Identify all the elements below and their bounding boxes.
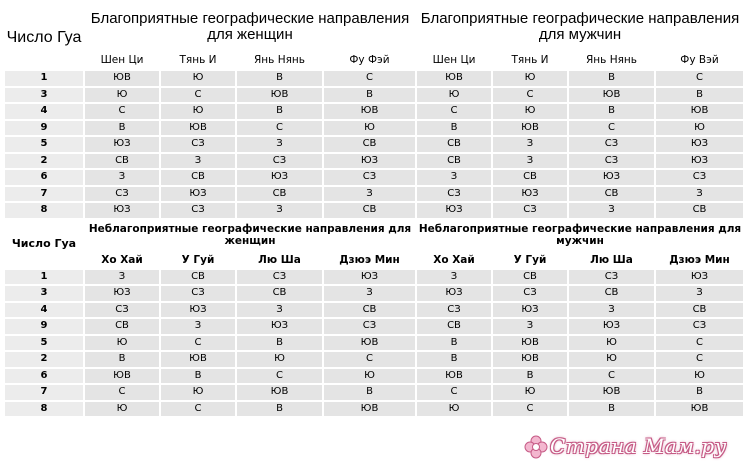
column-header: Хо Хай bbox=[417, 252, 491, 268]
direction-cell-women: Ю bbox=[85, 336, 159, 351]
direction-cell-women: С bbox=[324, 352, 415, 367]
column-header: У Гуй bbox=[161, 252, 235, 268]
table-row bbox=[5, 170, 743, 185]
direction-cell-women: В bbox=[237, 402, 322, 417]
table-row bbox=[5, 187, 743, 202]
direction-cell-women: СЗ bbox=[161, 286, 235, 301]
direction-cell-women: ЮЗ bbox=[237, 170, 322, 185]
direction-cell-women: СВ bbox=[324, 137, 415, 152]
direction-cell-men: ЮВ bbox=[417, 71, 491, 86]
direction-cell-women: СВ bbox=[85, 319, 159, 334]
direction-cell-women: ЮЗ bbox=[324, 270, 415, 285]
direction-cell-men: ЮВ bbox=[493, 336, 567, 351]
direction-cell-men: СЗ bbox=[569, 270, 654, 285]
direction-cell-men: СЗ bbox=[417, 187, 491, 202]
direction-cell-men: З bbox=[493, 154, 567, 169]
direction-cell-women: ЮЗ bbox=[85, 286, 159, 301]
direction-cell-men: С bbox=[656, 336, 743, 351]
direction-cell-women: В bbox=[324, 385, 415, 400]
direction-cell-men: С bbox=[656, 352, 743, 367]
direction-cell-women: С bbox=[161, 88, 235, 103]
direction-cell-women: Ю bbox=[161, 104, 235, 119]
direction-cell-men: ЮЗ bbox=[569, 170, 654, 185]
direction-cell-women: ЮЗ bbox=[324, 154, 415, 169]
gua-number-cell: 5 bbox=[5, 336, 83, 351]
direction-cell-men: СЗ bbox=[493, 286, 567, 301]
direction-cell-women: З bbox=[85, 270, 159, 285]
direction-cell-men: СВ bbox=[493, 270, 567, 285]
direction-cell-men: ЮВ bbox=[656, 104, 743, 119]
direction-cell-men: СВ bbox=[493, 170, 567, 185]
gua-number-cell: 3 bbox=[5, 286, 83, 301]
direction-cell-men: СЗ bbox=[656, 319, 743, 334]
direction-cell-women: ЮВ bbox=[85, 369, 159, 384]
direction-cell-women: ЮВ bbox=[324, 104, 415, 119]
direction-cell-women: СЗ bbox=[161, 203, 235, 218]
direction-cell-men: ЮЗ bbox=[417, 203, 491, 218]
direction-cell-men: С bbox=[569, 369, 654, 384]
direction-cell-women: З bbox=[324, 187, 415, 202]
direction-cell-men: Ю bbox=[493, 71, 567, 86]
direction-cell-women: ЮВ bbox=[324, 402, 415, 417]
direction-cell-men: ЮВ bbox=[417, 369, 491, 384]
table-row bbox=[5, 270, 743, 285]
direction-cell-women: В bbox=[324, 88, 415, 103]
stranamam-watermark bbox=[520, 432, 748, 460]
direction-cell-men: СВ bbox=[417, 154, 491, 169]
direction-cell-men: В bbox=[656, 385, 743, 400]
table-row bbox=[5, 88, 743, 103]
gua-number-cell: 3 bbox=[5, 88, 83, 103]
table-row bbox=[5, 369, 743, 384]
gua-number-cell: 7 bbox=[5, 385, 83, 400]
direction-cell-women: С bbox=[237, 121, 322, 136]
direction-cell-women: СВ bbox=[237, 286, 322, 301]
direction-cell-men: З bbox=[417, 170, 491, 185]
direction-cell-men: Ю bbox=[656, 369, 743, 384]
direction-cell-men: В bbox=[569, 104, 654, 119]
direction-cell-women: ЮВ bbox=[85, 71, 159, 86]
direction-cell-women: З bbox=[237, 303, 322, 318]
column-header: Хо Хай bbox=[85, 252, 159, 268]
direction-cell-men: ЮЗ bbox=[417, 286, 491, 301]
direction-cell-women: СВ bbox=[237, 187, 322, 202]
direction-cell-women: С bbox=[85, 385, 159, 400]
column-header: Тянь И bbox=[493, 51, 567, 69]
direction-cell-women: С bbox=[324, 71, 415, 86]
direction-cell-women: В bbox=[85, 352, 159, 367]
direction-cell-women: Ю bbox=[161, 71, 235, 86]
direction-cell-men: ЮЗ bbox=[656, 154, 743, 169]
direction-cell-men: Ю bbox=[493, 104, 567, 119]
gua-number-cell: 6 bbox=[5, 369, 83, 384]
direction-cell-women: ЮВ bbox=[237, 88, 322, 103]
direction-cell-men: СВ bbox=[417, 319, 491, 334]
direction-cell-women: З bbox=[85, 170, 159, 185]
direction-cell-women: В bbox=[237, 336, 322, 351]
column-header: Шен Ци bbox=[85, 51, 159, 69]
direction-cell-women: Ю bbox=[237, 352, 322, 367]
direction-cell-men: СВ bbox=[417, 137, 491, 152]
direction-cell-men: В bbox=[417, 352, 491, 367]
gua-number-cell: 4 bbox=[5, 303, 83, 318]
direction-cell-women: В bbox=[85, 121, 159, 136]
column-header: Лю Ша bbox=[569, 252, 654, 268]
direction-cell-men: З bbox=[493, 137, 567, 152]
direction-cell-women: СЗ bbox=[161, 137, 235, 152]
direction-cell-women: СЗ bbox=[85, 187, 159, 202]
direction-cell-women: СВ bbox=[324, 303, 415, 318]
direction-cell-women: СВ bbox=[161, 270, 235, 285]
direction-cell-men: ЮЗ bbox=[493, 303, 567, 318]
direction-cell-men: З bbox=[493, 319, 567, 334]
direction-cell-women: ЮЗ bbox=[237, 319, 322, 334]
table-row bbox=[5, 303, 743, 318]
table-row bbox=[5, 104, 743, 119]
direction-cell-women: З bbox=[237, 137, 322, 152]
direction-cell-women: СВ bbox=[324, 203, 415, 218]
direction-cell-men: С bbox=[417, 104, 491, 119]
table-row bbox=[5, 385, 743, 400]
direction-cell-men: ЮЗ bbox=[569, 319, 654, 334]
direction-cell-men: В bbox=[417, 336, 491, 351]
flower-logo-icon bbox=[524, 435, 548, 459]
direction-cell-men: СЗ bbox=[493, 203, 567, 218]
direction-cell-men: В bbox=[569, 402, 654, 417]
direction-cell-men: З bbox=[569, 203, 654, 218]
direction-cell-women: ЮЗ bbox=[161, 187, 235, 202]
direction-cell-men: В bbox=[656, 88, 743, 103]
direction-cell-women: Ю bbox=[324, 121, 415, 136]
column-header: Фу Фэй bbox=[324, 51, 415, 69]
direction-cell-women: СВ bbox=[85, 154, 159, 169]
direction-cell-men: ЮЗ bbox=[656, 137, 743, 152]
table-row bbox=[5, 286, 743, 301]
direction-cell-men: СЗ bbox=[417, 303, 491, 318]
gua-number-cell: 1 bbox=[5, 270, 83, 285]
table-row bbox=[5, 121, 743, 136]
direction-cell-women: Ю bbox=[161, 385, 235, 400]
direction-cell-men: С bbox=[493, 88, 567, 103]
column-header: Лю Ша bbox=[237, 252, 322, 268]
direction-cell-women: ЮЗ bbox=[161, 303, 235, 318]
direction-cell-women: С bbox=[161, 402, 235, 417]
direction-cell-women: СЗ bbox=[237, 270, 322, 285]
direction-cell-women: З bbox=[237, 203, 322, 218]
direction-cell-men: ЮВ bbox=[493, 352, 567, 367]
direction-cell-men: В bbox=[569, 71, 654, 86]
direction-cell-women: ЮЗ bbox=[85, 137, 159, 152]
gua-number-header-2: Число Гуа bbox=[5, 220, 83, 268]
direction-cell-men: СВ bbox=[569, 286, 654, 301]
direction-cell-men: СВ bbox=[656, 203, 743, 218]
unfavorable-women-title: Неблагоприятные географические направления для женщин bbox=[85, 220, 415, 250]
unfavorable-men-title: Неблагоприятные географические направления для мужчин bbox=[417, 220, 743, 250]
direction-cell-men: ЮЗ bbox=[493, 187, 567, 202]
direction-cell-women: СЗ bbox=[324, 319, 415, 334]
gua-number-cell: 9 bbox=[5, 319, 83, 334]
column-header: Янь Нянь bbox=[237, 51, 322, 69]
direction-cell-women: С bbox=[161, 336, 235, 351]
gua-number-cell: 5 bbox=[5, 137, 83, 152]
direction-cell-women: З bbox=[324, 286, 415, 301]
direction-cell-women: С bbox=[237, 369, 322, 384]
gua-number-cell: 4 bbox=[5, 104, 83, 119]
direction-cell-women: Ю bbox=[85, 402, 159, 417]
direction-cell-men: С bbox=[569, 121, 654, 136]
column-header: У Гуй bbox=[493, 252, 567, 268]
gua-number-cell: 9 bbox=[5, 121, 83, 136]
direction-cell-men: ЮВ bbox=[656, 402, 743, 417]
direction-cell-men: СЗ bbox=[569, 137, 654, 152]
direction-cell-women: В bbox=[237, 71, 322, 86]
direction-cell-men: Ю bbox=[417, 88, 491, 103]
direction-cell-men: СЗ bbox=[569, 154, 654, 169]
table-row bbox=[5, 336, 743, 351]
direction-cell-women: СЗ bbox=[324, 170, 415, 185]
direction-cell-men: СВ bbox=[656, 303, 743, 318]
direction-cell-women: ЮВ bbox=[324, 336, 415, 351]
table-row bbox=[5, 71, 743, 86]
direction-cell-women: СЗ bbox=[237, 154, 322, 169]
favorable-women-title: Благоприятные географические направления для женщин bbox=[85, 5, 415, 49]
gua-number-cell: 2 bbox=[5, 154, 83, 169]
direction-cell-men: ЮВ bbox=[493, 121, 567, 136]
direction-cell-women: СЗ bbox=[85, 303, 159, 318]
gua-directions-table bbox=[3, 3, 745, 418]
direction-cell-men: СЗ bbox=[656, 170, 743, 185]
direction-cell-men: Ю bbox=[417, 402, 491, 417]
column-header: Янь Нянь bbox=[569, 51, 654, 69]
gua-number-cell: 8 bbox=[5, 402, 83, 417]
table-row bbox=[5, 137, 743, 152]
gua-number-header: Число Гуа bbox=[5, 5, 83, 69]
direction-cell-women: С bbox=[85, 104, 159, 119]
direction-cell-men: С bbox=[417, 385, 491, 400]
direction-cell-men: З bbox=[569, 303, 654, 318]
column-header: Дзюэ Мин bbox=[324, 252, 415, 268]
direction-cell-men: Ю bbox=[656, 121, 743, 136]
gua-number-cell: 7 bbox=[5, 187, 83, 202]
direction-cell-men: Ю bbox=[569, 336, 654, 351]
table-row bbox=[5, 154, 743, 169]
direction-cell-men: ЮВ bbox=[569, 88, 654, 103]
column-header: Фу Вэй bbox=[656, 51, 743, 69]
table-row bbox=[5, 203, 743, 218]
table-row bbox=[5, 402, 743, 417]
direction-cell-women: СВ bbox=[161, 170, 235, 185]
column-header: Тянь И bbox=[161, 51, 235, 69]
favorable-men-title: Благоприятные географические направления для мужчин bbox=[417, 5, 743, 49]
direction-cell-men: З bbox=[417, 270, 491, 285]
direction-cell-men: С bbox=[656, 71, 743, 86]
direction-cell-women: ЮВ bbox=[161, 121, 235, 136]
direction-cell-women: З bbox=[161, 154, 235, 169]
direction-cell-women: Ю bbox=[85, 88, 159, 103]
direction-cell-women: Ю bbox=[324, 369, 415, 384]
direction-cell-men: З bbox=[656, 187, 743, 202]
direction-cell-women: В bbox=[161, 369, 235, 384]
column-header: Дзюэ Мин bbox=[656, 252, 743, 268]
direction-cell-women: ЮВ bbox=[237, 385, 322, 400]
gua-number-cell: 1 bbox=[5, 71, 83, 86]
direction-cell-women: ЮЗ bbox=[85, 203, 159, 218]
direction-cell-men: СВ bbox=[569, 187, 654, 202]
direction-cell-men: В bbox=[493, 369, 567, 384]
gua-number-cell: 8 bbox=[5, 203, 83, 218]
direction-cell-women: З bbox=[161, 319, 235, 334]
direction-cell-men: ЮЗ bbox=[656, 270, 743, 285]
direction-cell-men: З bbox=[656, 286, 743, 301]
direction-cell-women: В bbox=[237, 104, 322, 119]
direction-cell-women: ЮВ bbox=[161, 352, 235, 367]
column-header: Шен Ци bbox=[417, 51, 491, 69]
direction-cell-men: В bbox=[417, 121, 491, 136]
table-row bbox=[5, 352, 743, 367]
direction-cell-men: Ю bbox=[493, 385, 567, 400]
gua-number-cell: 2 bbox=[5, 352, 83, 367]
gua-number-cell: 6 bbox=[5, 170, 83, 185]
table-row bbox=[5, 319, 743, 334]
watermark-text: Страна Мам.ру bbox=[550, 434, 727, 458]
direction-cell-men: С bbox=[493, 402, 567, 417]
direction-cell-men: ЮВ bbox=[569, 385, 654, 400]
direction-cell-men: Ю bbox=[569, 352, 654, 367]
